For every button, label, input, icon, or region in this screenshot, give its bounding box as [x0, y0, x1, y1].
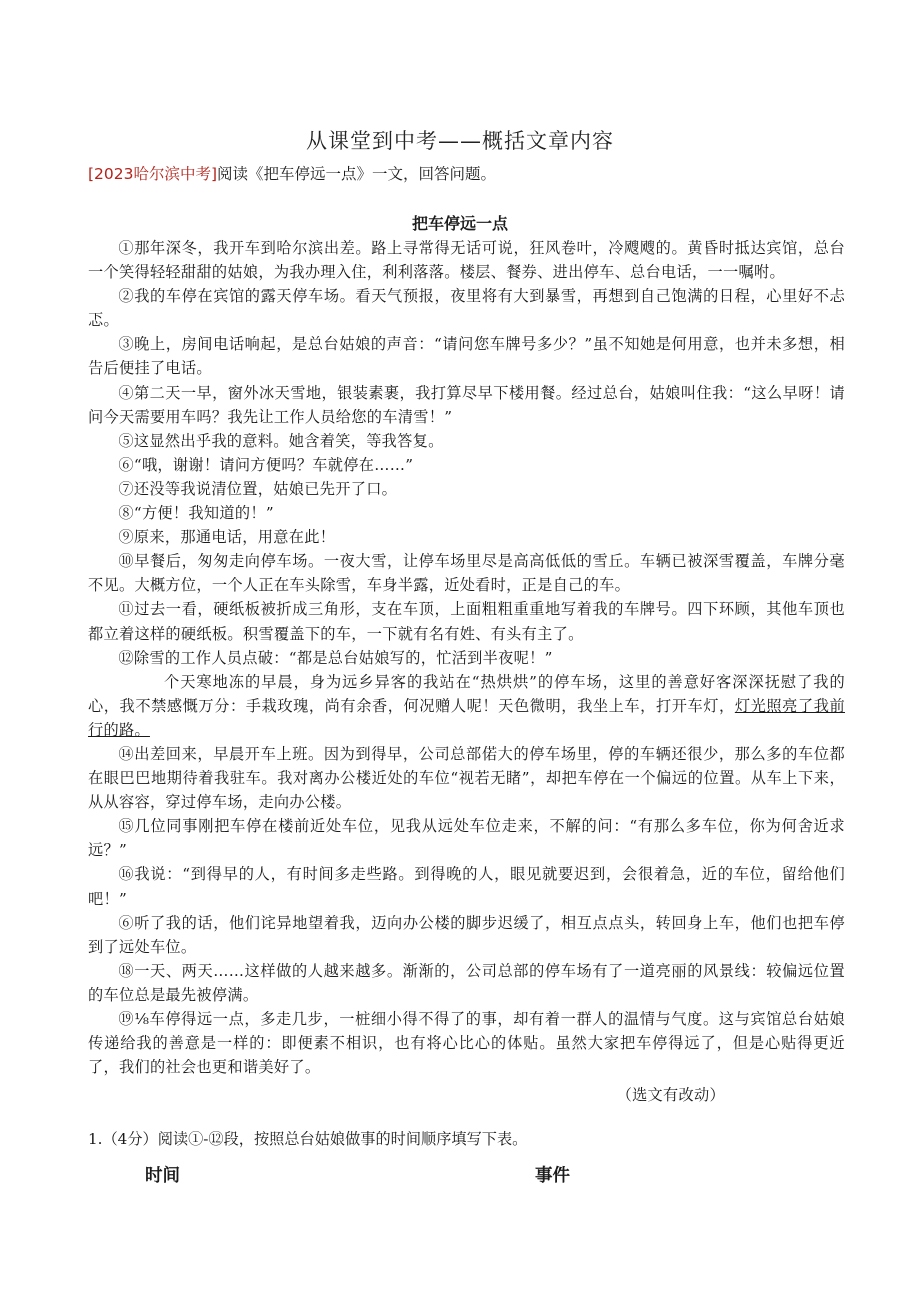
paragraph: ⑪过去一看，硬纸板被折成三角形，支在车顶，上面粗粗重重地写着我的车牌号。四下环顾，其他车顶也都立着这样的硬纸板。积雪覆盖下的车，一下就有名有姓、有头有主了。: [88, 600, 845, 643]
paragraph-text: 个天寒地冻的早晨，身为远乡异客的我站在“热烘烘”的停车场，这里的善意好客深深抚慰了我的心，我不禁感慨万分：手栽玫瑰，尚有余香，何况赠人呢！天色微明，我坐上车，打开车灯，: [88, 672, 845, 715]
paragraph: ⑲⅛车停得远一点，多走几步，一桩细小得不得了的事，却有着一群人的温情与气度。这与宾馆总台姑娘传递给我的善意是一样的：即便素不相识，也有将心比心的体贴。虽然大家把车停得远了，但是心贴得更近了，我们的社会也更和谐美好了。: [88, 1010, 845, 1077]
paragraph: [88, 670, 845, 742]
paragraph: ⑦还没等我说清位置，姑娘已先开了口。: [118, 479, 398, 498]
paragraph: ⑱一天、两天……这样做的人越来越多。渐渐的，公司总部的停车场有了一道亮丽的风景线：较偏远位置的车位总是最先被停满。: [88, 961, 845, 1004]
paragraph: ⑧“方便！我知道的！”: [118, 504, 274, 523]
paragraph: ⑩早餐后，匆匆走向停车场。一夜大雪，让停车场里尽是高高低低的雪丘。车辆已被深雪覆盖，车牌分毫不见。大概方位，一个人正在车头除雪，车身半露，近处看时，正是自己的车。: [88, 552, 845, 595]
paragraph: ④第二天一早，窗外冰天雪地，银装素裹，我打算尽早下楼用餐。经过总台，姑娘叫住我：“这么早呀！请问今天需要用车吗？我先让工作人员给您的车清雪！”: [88, 383, 845, 426]
paragraph: ⑥“哦，谢谢！请问方便吗？车就停在……”: [118, 455, 414, 474]
paragraph: ⑤这显然出乎我的意料。她含着笑，等我答复。: [118, 431, 444, 450]
source-tag: [2023哈尔滨中考]: [88, 165, 218, 183]
intro-text: 阅读《把车停远一点》一文，回答问题。: [217, 165, 497, 183]
article-body: [88, 236, 845, 1107]
underlined-sentence: 灯光照亮了我前行的路。: [88, 696, 845, 739]
paragraph: ⑯我说：“到得早的人，有时间多走些路。到得晚的人，眼见就要迟到，会很着急，近的车位，留给他们吧！”: [88, 865, 845, 908]
paragraph: ①那年深冬，我开车到哈尔滨出差。路上寻常得无话可说，狂风卷叶，冷飕飕的。黄昏时抵达宾馆，总台一个笑得轻轻甜甜的姑娘，为我办理入住，利利落落。楼层、餐券、进出停车、总台电话，一一嘱咐。: [88, 239, 845, 282]
column-header-event: 事件: [535, 1166, 570, 1186]
paragraph: ⑮几位同事刚把车停在楼前近处车位，见我从远处车位走来，不解的问：“有那么多车位，你为何舍近求远？”: [88, 817, 845, 860]
paragraph: ⑫除雪的工作人员点破：“都是总台姑娘写的，忙活到半夜呢！”: [118, 648, 553, 667]
intro-line: [88, 162, 496, 184]
source-note: （选文有改动）: [616, 1086, 725, 1105]
article-title: 把车停远一点: [411, 214, 508, 233]
column-header-time: 时间: [145, 1166, 180, 1186]
paragraph: ③晚上，房间电话响起，是总台姑娘的声音：“请问您车牌号多少？”虽不知她是何用意，也并未多想，相告后便挂了电话。: [88, 335, 845, 378]
question-1: 1.（4分）阅读①-⑫段，按照总台姑娘做事的时间顺序填写下表。: [88, 1130, 528, 1148]
paragraph: ②我的车停在宾馆的露天停车场。看天气预报，夜里将有大到暴雪，再想到自己饱满的日程，心里好不忐忑。: [88, 287, 845, 330]
page-title: 从课堂到中考——概括文章内容: [306, 129, 614, 153]
paragraph: ⑥听了我的话，他们诧异地望着我，迈向办公楼的脚步迟缓了，相互点点头，转回身上车，他们也把车停到了远处车位。: [88, 913, 845, 956]
paragraph: ⑨原来，那通电话，用意在此！: [118, 528, 336, 547]
paragraph: ⑭出差回来，早晨开车上班。因为到得早，公司总部偌大的停车场里，停的车辆还很少，那么多的车位都在眼巴巴地期待着我驻车。我对离办公楼近处的车位“视若无睹”，却把车停在一个偏远的位置。从车上下来，从从容容，穿过停车场，走向办公楼。: [88, 744, 845, 812]
